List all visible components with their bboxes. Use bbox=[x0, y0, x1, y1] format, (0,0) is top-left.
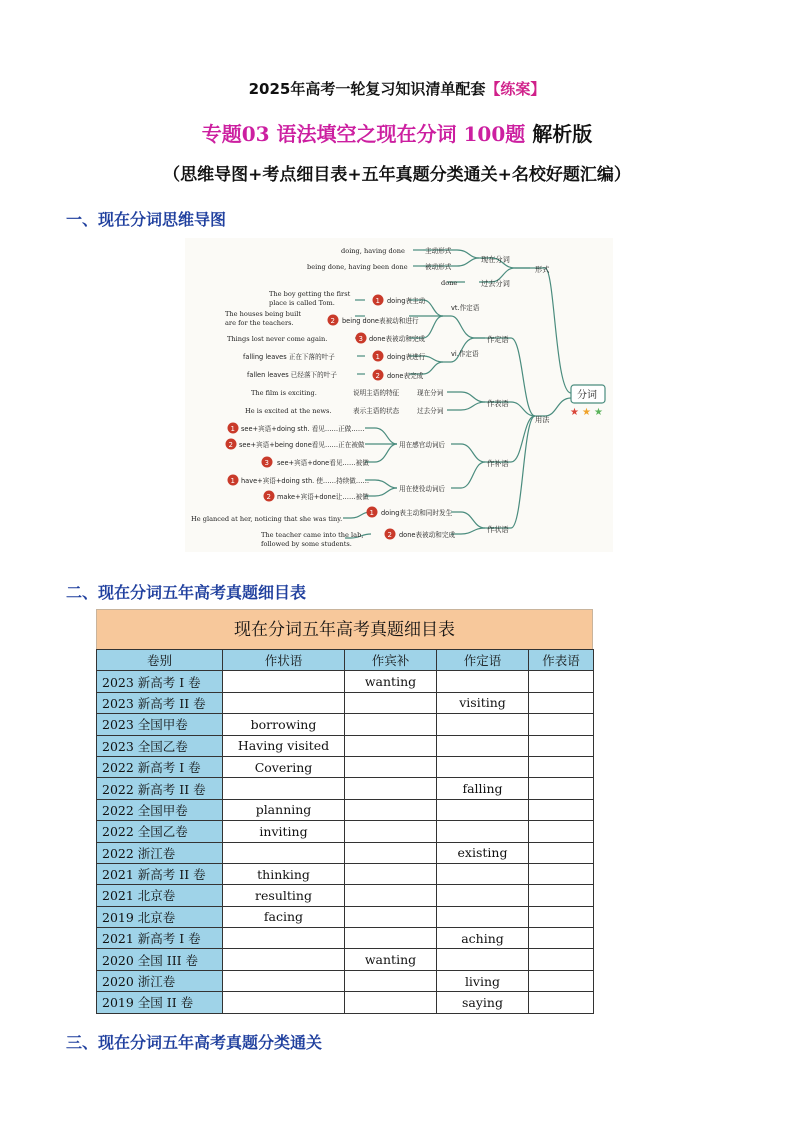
usage-predicative: 作表语 bbox=[487, 399, 509, 408]
form-active-label: 主动形式 bbox=[425, 247, 452, 255]
answer-cell bbox=[345, 906, 437, 927]
answer-cell bbox=[223, 928, 345, 949]
badge-number: 2 bbox=[330, 317, 335, 325]
answer-cell bbox=[345, 735, 437, 756]
attr-note1: doing表主动 bbox=[387, 297, 426, 305]
form-passive-label: 被动形式 bbox=[425, 263, 452, 271]
badge-number: 2 bbox=[375, 372, 380, 380]
attr-ex2b: are for the teachers. bbox=[225, 319, 294, 327]
col-header: 作定语 bbox=[437, 650, 529, 671]
branch-form: 形式 bbox=[535, 265, 550, 274]
attr-ex3: Things lost never come again. bbox=[227, 335, 328, 343]
table-row bbox=[97, 778, 594, 799]
document-main-title bbox=[0, 118, 794, 147]
answer-cell: resulting bbox=[223, 885, 345, 906]
comp-c5: make+宾语+done让……被做 bbox=[277, 493, 369, 501]
exam-paper-cell: 2022 新高考 II 卷 bbox=[97, 778, 223, 799]
table-row bbox=[97, 970, 594, 991]
exam-paper-cell: 2019 全国 II 卷 bbox=[97, 992, 223, 1013]
attr-ex1b: place is called Tom. bbox=[269, 299, 335, 307]
attr-note2: being done表被动和进行 bbox=[342, 317, 419, 325]
col-header: 作表语 bbox=[529, 650, 594, 671]
answer-cell bbox=[437, 863, 529, 884]
answer-cell bbox=[345, 885, 437, 906]
pred-note1: 说明主语的特征 bbox=[353, 389, 400, 397]
pred-ex2: He is excited at the news. bbox=[245, 407, 332, 415]
adv-note2: done表被动和完成 bbox=[399, 531, 456, 539]
adv-ex2a: The teacher came into the lab, bbox=[261, 531, 364, 539]
answer-cell bbox=[529, 949, 594, 970]
table-row bbox=[97, 992, 594, 1013]
top-title-tag: 【练案】 bbox=[485, 80, 546, 98]
answer-cell: facing bbox=[223, 906, 345, 927]
comp-c2: see+宾语+being done看见……正在被做 bbox=[239, 441, 365, 449]
answer-cell: wanting bbox=[345, 949, 437, 970]
answer-cell bbox=[437, 735, 529, 756]
table-row bbox=[97, 735, 594, 756]
star-icon: ★ bbox=[582, 407, 591, 418]
answer-cell bbox=[529, 778, 594, 799]
exam-paper-cell: 2020 浙江卷 bbox=[97, 970, 223, 991]
main-title-suffix: 解析版 bbox=[532, 122, 593, 146]
table-row bbox=[97, 756, 594, 777]
answer-cell: falling bbox=[437, 778, 529, 799]
adv-ex2b: followed by some students. bbox=[261, 540, 352, 548]
comp-group2: 用在使役动词后 bbox=[399, 485, 446, 493]
comp-c1: see+宾语+doing sth. 看见……正做…… bbox=[241, 425, 365, 433]
answer-cell bbox=[437, 821, 529, 842]
answer-cell: inviting bbox=[223, 821, 345, 842]
badge-number: 2 bbox=[228, 441, 233, 449]
answer-cell bbox=[345, 799, 437, 820]
comp-group1: 用在感官动词后 bbox=[399, 441, 446, 449]
usage-attributive: 作定语 bbox=[487, 335, 509, 344]
answer-cell: planning bbox=[223, 799, 345, 820]
answer-cell bbox=[529, 671, 594, 692]
table-row bbox=[97, 885, 594, 906]
document-subtitle: （思维导图+考点细目表+五年真题分类通关+名校好题汇编） bbox=[163, 165, 631, 185]
answer-cell bbox=[529, 799, 594, 820]
pred-note2: 表示主语的状态 bbox=[353, 407, 400, 415]
answer-cell bbox=[529, 906, 594, 927]
pred-ex1: The film is exciting. bbox=[251, 389, 317, 397]
top-title-text: 2025年高考一轮复习知识清单配套 bbox=[248, 80, 486, 98]
attr-note3: done表被动和完成 bbox=[369, 335, 426, 343]
answer-cell bbox=[223, 970, 345, 991]
attr-ex1a: The boy getting the first bbox=[269, 290, 351, 298]
exam-paper-cell: 2022 全国乙卷 bbox=[97, 821, 223, 842]
star-icon: ★ bbox=[594, 407, 603, 418]
exam-paper-cell: 2019 北京卷 bbox=[97, 906, 223, 927]
comp-c4: have+宾语+doing sth. 使……持续做…… bbox=[241, 477, 370, 485]
main-title-text: 专题03 语法填空之现在分词 100题 bbox=[201, 122, 526, 146]
mind-map-svg bbox=[185, 238, 613, 552]
answer-cell: saying bbox=[437, 992, 529, 1013]
table-header-row bbox=[97, 650, 594, 671]
table-row bbox=[97, 863, 594, 884]
exam-paper-cell: 2021 北京卷 bbox=[97, 885, 223, 906]
badge-number: 1 bbox=[375, 353, 380, 361]
section-heading-exams: 三、现在分词五年高考真题分类通关 bbox=[66, 1033, 323, 1052]
adv-ex1: He glanced at her, noticing that she was tiny. bbox=[191, 515, 343, 523]
exam-paper-cell: 2021 新高考 I 卷 bbox=[97, 928, 223, 949]
document-top-title bbox=[0, 78, 794, 99]
answer-cell bbox=[529, 863, 594, 884]
table-row bbox=[97, 714, 594, 735]
col-header: 卷别 bbox=[97, 650, 223, 671]
answer-cell bbox=[345, 756, 437, 777]
adv-note1: doing表主动和同时发生 bbox=[381, 509, 453, 517]
table-row bbox=[97, 842, 594, 863]
answer-cell bbox=[529, 885, 594, 906]
answer-cell bbox=[345, 778, 437, 799]
star-icon: ★ bbox=[570, 407, 579, 418]
answer-cell bbox=[345, 714, 437, 735]
exam-table-body bbox=[97, 671, 594, 1013]
branch-usage: 用法 bbox=[535, 415, 550, 424]
attr-ex4: falling leaves 正在下落的叶子 bbox=[243, 353, 335, 361]
badge-number: 1 bbox=[375, 297, 380, 305]
attr-vi-label: vi.作定语 bbox=[451, 350, 479, 358]
exam-table-container bbox=[96, 609, 593, 1014]
mind-map-root: 分词 bbox=[577, 390, 597, 401]
exam-paper-cell: 2022 新高考 I 卷 bbox=[97, 756, 223, 777]
table-row bbox=[97, 928, 594, 949]
exam-paper-cell: 2021 新高考 II 卷 bbox=[97, 863, 223, 884]
answer-cell bbox=[529, 842, 594, 863]
exam-table-title: 现在分词五年高考真题细目表 bbox=[96, 609, 593, 649]
mind-map-figure bbox=[185, 238, 613, 552]
exam-paper-cell: 2023 全国甲卷 bbox=[97, 714, 223, 735]
answer-cell: Covering bbox=[223, 756, 345, 777]
form-passive: being done, having been done bbox=[307, 263, 408, 271]
attr-note5: done表完成 bbox=[387, 372, 424, 380]
pred-type2: 过去分词 bbox=[417, 407, 444, 415]
badge-number: 1 bbox=[230, 425, 235, 433]
usage-adverbial: 作状语 bbox=[487, 525, 509, 534]
answer-cell bbox=[529, 756, 594, 777]
form-active: doing, having done bbox=[341, 247, 405, 255]
answer-cell bbox=[529, 735, 594, 756]
badge-number: 2 bbox=[266, 493, 271, 501]
table-row bbox=[97, 821, 594, 842]
table-row bbox=[97, 671, 594, 692]
answer-cell: Having visited bbox=[223, 735, 345, 756]
answer-cell bbox=[529, 992, 594, 1013]
answer-cell: aching bbox=[437, 928, 529, 949]
table-row bbox=[97, 799, 594, 820]
answer-cell bbox=[345, 842, 437, 863]
answer-cell: borrowing bbox=[223, 714, 345, 735]
table-row bbox=[97, 906, 594, 927]
exam-paper-cell: 2022 浙江卷 bbox=[97, 842, 223, 863]
answer-cell bbox=[223, 949, 345, 970]
answer-cell: visiting bbox=[437, 692, 529, 713]
comp-c3: see+宾语+done看见……被做 bbox=[277, 459, 369, 467]
attr-ex2a: The houses being built bbox=[225, 310, 302, 318]
form-past-done: done bbox=[441, 279, 458, 287]
answer-cell bbox=[437, 949, 529, 970]
answer-cell bbox=[345, 992, 437, 1013]
pred-type1: 现在分词 bbox=[417, 389, 444, 397]
answer-cell bbox=[529, 821, 594, 842]
answer-cell bbox=[437, 756, 529, 777]
answer-cell bbox=[345, 863, 437, 884]
answer-cell: thinking bbox=[223, 863, 345, 884]
attr-ex5: fallen leaves 已经落下的叶子 bbox=[247, 371, 337, 379]
answer-cell bbox=[223, 778, 345, 799]
exam-paper-cell: 2023 新高考 I 卷 bbox=[97, 671, 223, 692]
answer-cell bbox=[345, 928, 437, 949]
answer-cell bbox=[345, 692, 437, 713]
section-heading-mindmap: 一、现在分词思维导图 bbox=[66, 210, 227, 229]
badge-number: 3 bbox=[358, 335, 363, 343]
answer-cell bbox=[529, 928, 594, 949]
attr-vt-label: vt.作定语 bbox=[451, 304, 480, 312]
answer-cell bbox=[223, 842, 345, 863]
section-heading-table: 二、现在分词五年高考真题细目表 bbox=[66, 583, 307, 602]
answer-cell: existing bbox=[437, 842, 529, 863]
answer-cell: wanting bbox=[345, 671, 437, 692]
answer-cell bbox=[529, 714, 594, 735]
badge-number: 2 bbox=[387, 531, 392, 539]
answer-cell bbox=[529, 692, 594, 713]
col-header: 作状语 bbox=[223, 650, 345, 671]
col-header: 作宾补 bbox=[345, 650, 437, 671]
answer-cell bbox=[437, 906, 529, 927]
exam-paper-cell: 2022 全国甲卷 bbox=[97, 799, 223, 820]
answer-cell bbox=[223, 992, 345, 1013]
usage-complement: 作补语 bbox=[487, 459, 509, 468]
answer-cell bbox=[437, 671, 529, 692]
answer-cell bbox=[345, 821, 437, 842]
form-past: 过去分词 bbox=[481, 279, 510, 288]
badge-number: 3 bbox=[264, 459, 269, 467]
badge-number: 1 bbox=[230, 477, 235, 485]
table-row bbox=[97, 692, 594, 713]
answer-cell bbox=[437, 799, 529, 820]
form-present: 现在分词 bbox=[481, 255, 510, 264]
answer-cell bbox=[529, 970, 594, 991]
exam-paper-cell: 2020 全国 III 卷 bbox=[97, 949, 223, 970]
badge-number: 1 bbox=[369, 509, 374, 517]
exam-paper-cell: 2023 全国乙卷 bbox=[97, 735, 223, 756]
answer-cell bbox=[223, 671, 345, 692]
attr-note4: doing表进行 bbox=[387, 353, 426, 361]
exam-table bbox=[96, 649, 594, 1014]
table-row bbox=[97, 949, 594, 970]
answer-cell bbox=[437, 714, 529, 735]
answer-cell bbox=[345, 970, 437, 991]
answer-cell: living bbox=[437, 970, 529, 991]
exam-paper-cell: 2023 新高考 II 卷 bbox=[97, 692, 223, 713]
answer-cell bbox=[223, 692, 345, 713]
answer-cell bbox=[437, 885, 529, 906]
